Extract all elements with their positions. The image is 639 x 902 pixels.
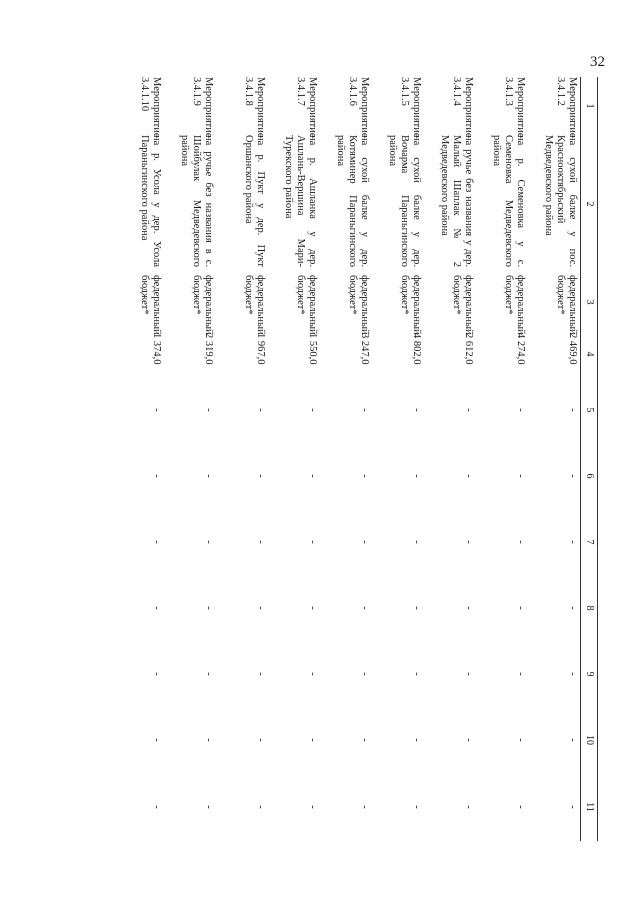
empty-value-cell: - [151,606,162,610]
column-header-5: 5 [581,377,598,443]
measure-description-cell: на р. Пукт у дер. Пукт Оршанского района [243,135,266,267]
empty-value-cell: - [567,606,578,610]
column-header-10: 10 [581,707,598,773]
table-body [112,77,581,841]
measure-description-cell: на ручье без названия у дер. Малый Шаплак № 2 Медведевского района [439,135,474,267]
funding-source-cell: федеральный бюджет* [347,275,370,335]
table-row [268,77,320,841]
empty-value-cell: - [203,738,214,742]
empty-value-cell: - [151,540,162,544]
table-row [372,77,424,841]
empty-value-cell: - [359,540,370,544]
funding-source-cell: федеральный бюджет* [399,275,422,335]
empty-value-cell: - [515,805,526,809]
measure-id-cell: Мероприятие 3.4.1.7 [295,77,318,138]
measure-description-cell: на ручье без названия в с. Шойбулак Медведевского района [179,135,214,267]
empty-value-cell: - [255,805,266,809]
empty-value-cell: - [203,408,214,412]
empty-value-cell: - [567,474,578,478]
funding-source-cell: федеральный бюджет* [295,275,318,335]
empty-value-cell: - [411,738,422,742]
column-header-8: 8 [581,575,598,641]
empty-value-cell: - [307,738,318,742]
empty-value-cell: - [151,474,162,478]
table-row [216,77,268,841]
empty-value-cell: - [411,408,422,412]
measure-id-cell: Мероприятие 3.4.1.6 [347,77,370,138]
measure-id-cell: Мероприятие 3.4.1.8 [243,77,266,138]
table-row [424,77,476,841]
empty-value-cell: - [359,672,370,676]
empty-value-cell: - [411,606,422,610]
empty-value-cell: - [151,805,162,809]
column-header-11: 11 [581,773,598,841]
empty-value-cell: - [255,606,266,610]
measure-id-cell: Мероприятие 3.4.1.5 [399,77,422,138]
empty-value-cell: - [567,805,578,809]
empty-value-cell: - [203,606,214,610]
amount-cell: 4 274,0 [515,333,526,365]
empty-value-cell: - [411,672,422,676]
empty-value-cell: - [567,540,578,544]
empty-value-cell: - [359,408,370,412]
rotated-table-container [120,77,598,841]
empty-value-cell: - [567,672,578,676]
empty-value-cell: - [255,408,266,412]
table-row [164,77,216,841]
empty-value-cell: - [463,474,474,478]
measure-description-cell: на сухой балке у пос. Краснооктябрьский Медведевского района [543,135,578,267]
empty-value-cell: - [151,672,162,676]
empty-value-cell: - [515,672,526,676]
table-row [112,77,164,841]
measure-description-cell: на сухой балке у дер. Вочарма Параньгинского района [387,135,422,267]
empty-value-cell: - [463,672,474,676]
budget-table [112,77,598,841]
empty-value-cell: - [203,540,214,544]
empty-value-cell: - [255,540,266,544]
funding-source-cell: федеральный бюджет* [503,275,526,335]
empty-value-cell: - [359,738,370,742]
amount-cell: 4 802,0 [411,333,422,365]
empty-value-cell: - [411,474,422,478]
empty-value-cell: - [255,474,266,478]
funding-source-cell: федеральный бюджет* [451,275,474,335]
header-row [581,77,598,841]
amount-cell: 3 247,0 [359,333,370,365]
empty-value-cell: - [307,408,318,412]
table-row [320,77,372,841]
empty-value-cell: - [307,474,318,478]
measure-id-cell: Мероприятие 3.4.1.9 [191,77,214,138]
empty-value-cell: - [255,738,266,742]
amount-cell: 2 469,0 [567,333,578,365]
empty-value-cell: - [567,408,578,412]
empty-value-cell: - [463,540,474,544]
empty-value-cell: - [203,805,214,809]
amount-cell: 1 374,0 [151,333,162,365]
empty-value-cell: - [359,805,370,809]
empty-value-cell: - [151,738,162,742]
empty-value-cell: - [255,672,266,676]
empty-value-cell: - [307,540,318,544]
funding-source-cell: федеральный бюджет* [191,275,214,335]
funding-source-cell: федеральный бюджет* [139,275,162,335]
empty-value-cell: - [515,474,526,478]
amount-cell: 1 550,0 [307,333,318,365]
empty-value-cell: - [463,738,474,742]
measure-id-cell: Мероприятие 3.4.1.4 [451,77,474,138]
amount-cell: 2 612,0 [463,333,474,365]
column-header-4: 4 [581,331,598,377]
table-row [528,77,581,841]
measure-description-cell: на р. Семеновка у с. Семеновка Медведевского района [491,135,526,267]
empty-value-cell: - [463,805,474,809]
amount-cell: 2 319,0 [203,333,214,365]
empty-value-cell: - [515,738,526,742]
empty-value-cell: - [307,606,318,610]
table-row [476,77,528,841]
measure-id-cell: Мероприятие 3.4.1.3 [503,77,526,138]
empty-value-cell: - [307,672,318,676]
column-header-6: 6 [581,443,598,509]
empty-value-cell: - [359,474,370,478]
empty-value-cell: - [411,540,422,544]
empty-value-cell: - [463,606,474,610]
empty-value-cell: - [567,738,578,742]
empty-value-cell: - [515,606,526,610]
page-number: 32 [590,54,605,70]
empty-value-cell: - [463,408,474,412]
empty-value-cell: - [203,474,214,478]
empty-value-cell: - [515,408,526,412]
empty-value-cell: - [411,805,422,809]
empty-value-cell: - [307,805,318,809]
column-header-3: 3 [581,273,598,331]
empty-value-cell: - [515,540,526,544]
measure-description-cell: на р. Усола у дер. Усола Параньгинского района [139,135,162,267]
column-header-7: 7 [581,509,598,575]
column-header-9: 9 [581,641,598,707]
empty-value-cell: - [151,408,162,412]
funding-source-cell: федеральный бюджет* [555,275,578,335]
measure-id-cell: Мероприятие 3.4.1.10 [139,77,162,138]
empty-value-cell: - [359,606,370,610]
column-header-2: 2 [581,135,598,273]
measure-description-cell: на сухой балке у дер. Котяминер Параньгинского района [335,135,370,267]
amount-cell: 1 967,0 [255,333,266,365]
funding-source-cell: федеральный бюджет* [243,275,266,335]
measure-id-cell: Мероприятие 3.4.1.2 [555,77,578,138]
measure-description-cell: на р. Ашланка у дер. Ашлань-Вершина Мари-Турекского района [283,135,318,267]
empty-value-cell: - [203,672,214,676]
column-header-1: 1 [581,77,598,135]
